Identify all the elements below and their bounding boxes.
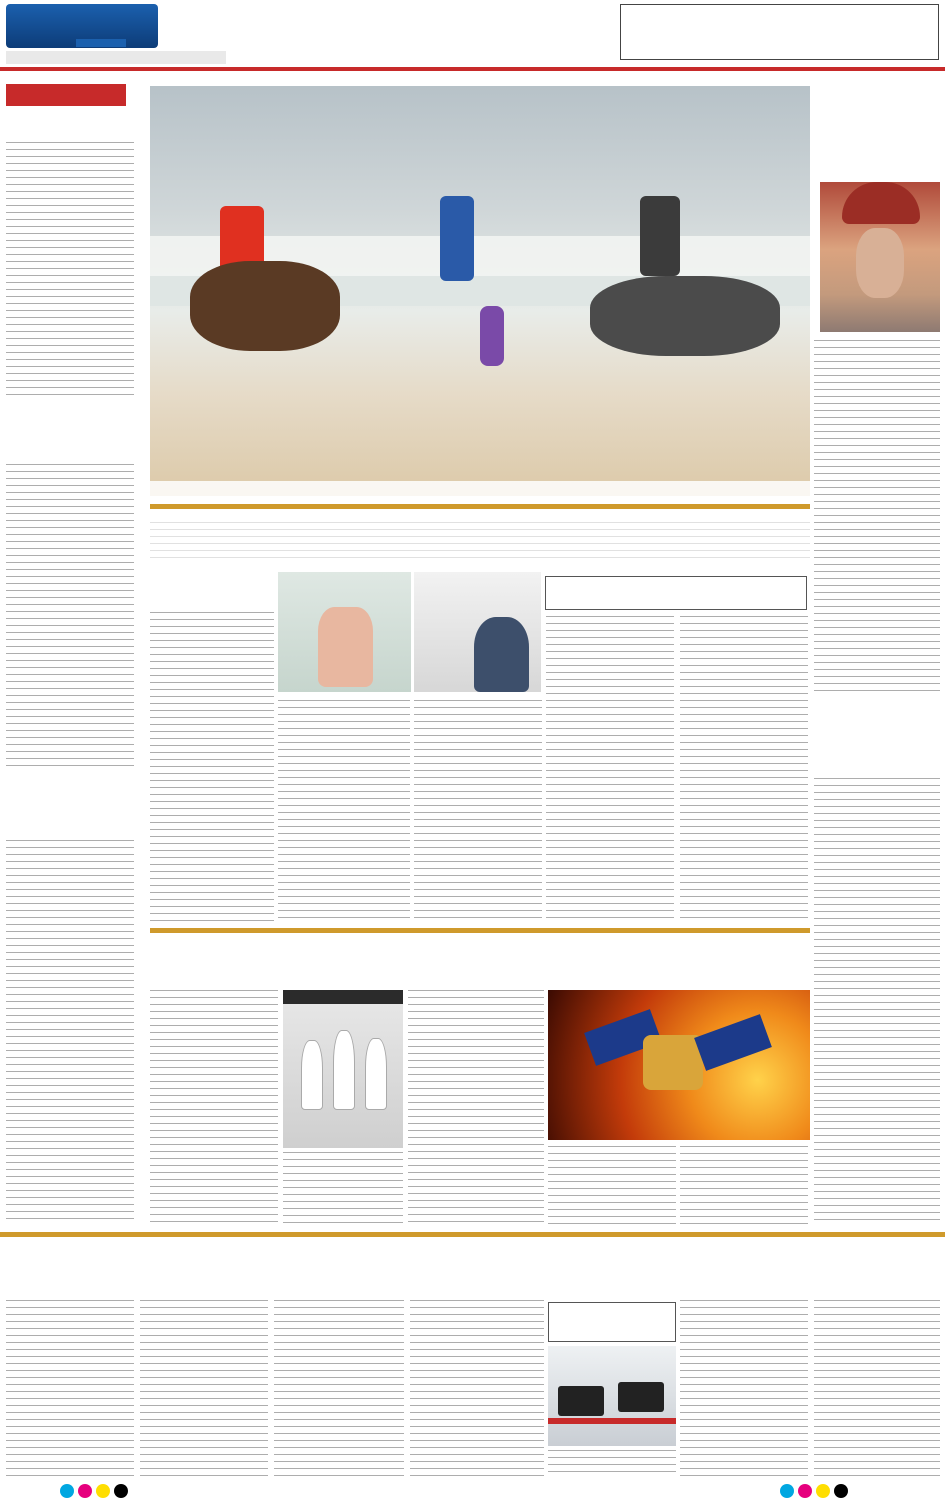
bottom-headline-rule: [0, 1232, 945, 1237]
monitor-right: [618, 1382, 664, 1412]
lead-headline-rule: [150, 504, 810, 509]
astronaut-photo-banner: [283, 990, 403, 1004]
office-photo: [548, 1346, 676, 1446]
registration-marks-right: [780, 1484, 848, 1498]
nasa-headline: [150, 936, 390, 982]
briefs-hc-body: [6, 840, 134, 1222]
solar-panel-right: [694, 1014, 772, 1071]
obituary-portrait: [820, 182, 940, 332]
lead-headline: [150, 512, 810, 572]
lead-body-col-2: [278, 700, 410, 924]
registration-marks-left: [60, 1484, 128, 1498]
horse-right: [590, 276, 780, 356]
high-court-headline: [4, 778, 134, 834]
magenta-swatch: [78, 1484, 92, 1498]
rider-grey-shirt: [640, 196, 680, 276]
yellow-swatch: [816, 1484, 830, 1498]
manipur-body: [814, 778, 940, 1222]
spacecraft-body: [643, 1035, 703, 1090]
child: [480, 306, 504, 366]
lead-body-col-1: [150, 612, 274, 924]
cyan-swatch: [780, 1484, 794, 1498]
magenta-swatch: [798, 1484, 812, 1498]
mamala-bujhu-headline: [150, 580, 270, 604]
standing-man: [440, 196, 474, 281]
briefs-mp-body: [6, 142, 134, 396]
isro-headline: [400, 936, 810, 982]
nasa-body-col-3: [408, 990, 544, 1226]
workforce-body-col-2: [548, 1450, 676, 1476]
dateline: [6, 51, 226, 64]
madhya-pradesh-headline: [4, 110, 134, 136]
obituary-headline: [812, 88, 942, 172]
astronaut-1: [301, 1040, 323, 1110]
teacher-figure: [318, 607, 373, 687]
photo-caption: [150, 481, 810, 496]
nuh-headline: [4, 1240, 404, 1292]
nuh-body-col-3: [274, 1300, 404, 1476]
opposition-headline: [545, 576, 807, 610]
desk-edge: [548, 1418, 676, 1424]
teacher-photo: [278, 572, 411, 692]
obituary-body: [814, 340, 940, 694]
nuh-body-col-2: [140, 1300, 268, 1476]
opposition-body-col-1: [546, 616, 674, 924]
workforce-body-col-4: [814, 1300, 940, 1476]
cyan-swatch: [60, 1484, 74, 1498]
manipur-headline: [812, 700, 942, 770]
black-swatch: [834, 1484, 848, 1498]
yellow-swatch: [96, 1484, 110, 1498]
briefs-sc-body: [6, 464, 134, 770]
lead-body-col-3: [414, 700, 542, 924]
astronaut-3: [365, 1038, 387, 1110]
nuh-body-col-1: [6, 1300, 134, 1476]
masthead-rule: [0, 67, 945, 71]
section-banner: [620, 4, 939, 60]
horse-left: [190, 261, 340, 351]
logo-tagline: [76, 39, 126, 47]
turban: [842, 182, 920, 224]
science-headline-rule: [150, 928, 810, 933]
sun-spacecraft-photo: [548, 990, 810, 1140]
opposition-body-col-2: [680, 616, 808, 924]
classroom-photo: [414, 572, 541, 692]
astronaut-2: [333, 1030, 355, 1110]
workforce-headline: [410, 1240, 941, 1292]
monitor-left: [558, 1386, 604, 1416]
isro-body-col-1: [548, 1146, 676, 1226]
g20-box: [548, 1302, 676, 1342]
face: [856, 228, 904, 298]
student-figure: [474, 617, 529, 692]
black-swatch: [114, 1484, 128, 1498]
nasa-body-col-1: [150, 990, 278, 1226]
workforce-body-col-1: [410, 1300, 544, 1476]
isro-body-col-2: [680, 1146, 808, 1226]
beach-horses-photo: [150, 86, 810, 496]
nasa-body-col-2: [283, 1152, 403, 1226]
workforce-body-col-3: [680, 1300, 808, 1476]
astronaut-photo: [283, 990, 403, 1148]
briefs-tag: [6, 84, 126, 106]
masthead: [0, 0, 945, 78]
supreme-court-headline: [4, 402, 134, 458]
